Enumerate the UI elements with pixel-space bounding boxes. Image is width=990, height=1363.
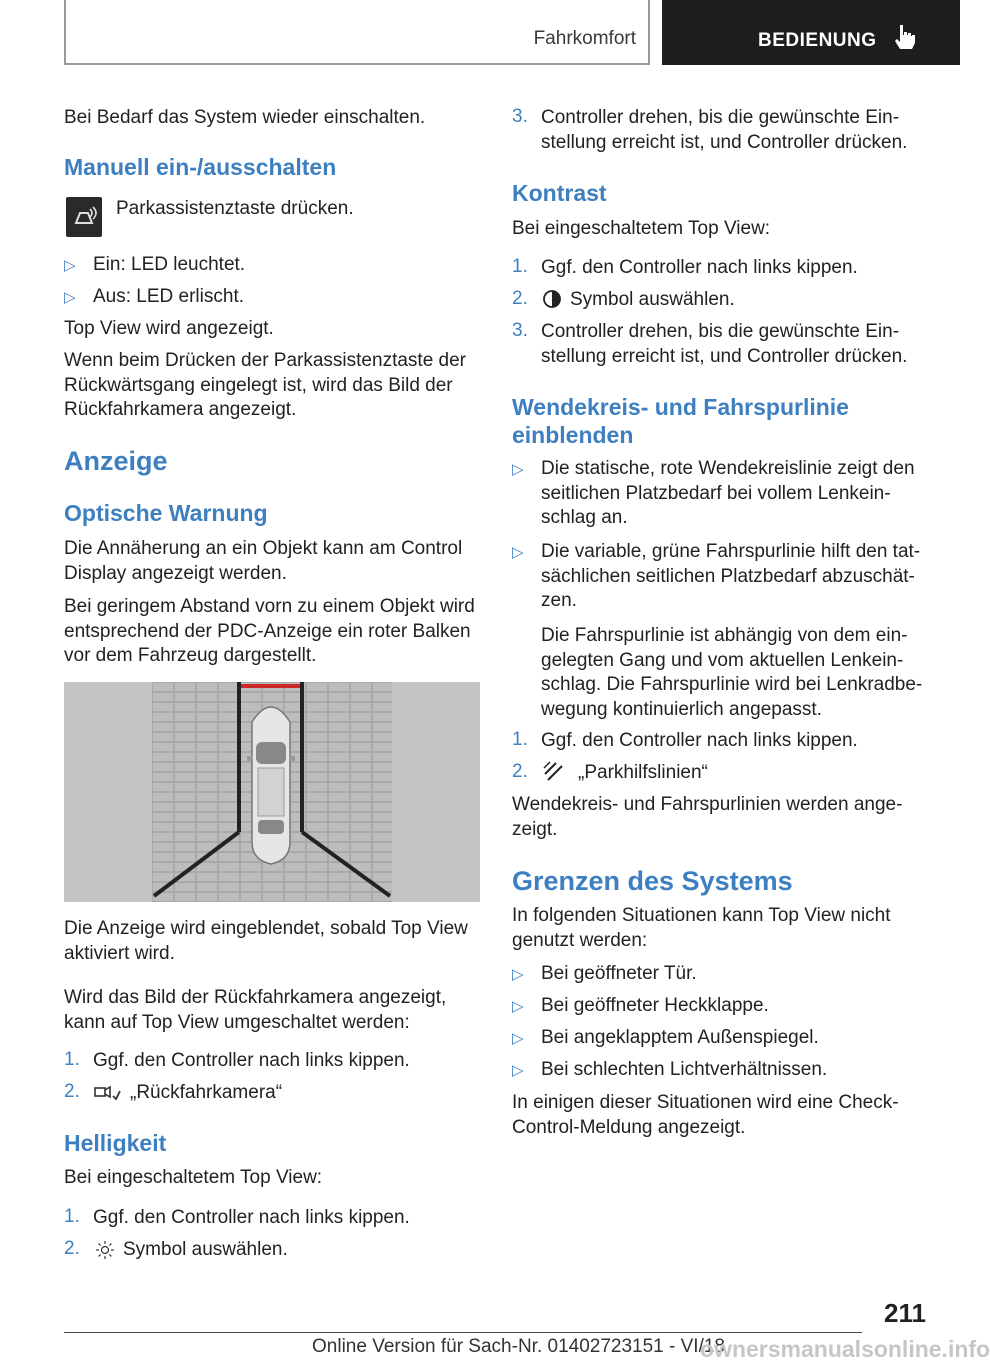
topview-text: Top View wird angezeigt.	[64, 318, 274, 339]
brightness-sun-icon	[95, 1240, 115, 1260]
bullet-triangle-icon: ▷	[512, 1062, 524, 1079]
heading-anzeige: Anzeige	[64, 446, 168, 476]
text-line: Wenn beim Drücken der Parkassistenztaste der	[64, 350, 466, 371]
parking-lines-icon	[542, 760, 564, 782]
heading-manual: Manuell ein-/ausschalten	[64, 154, 337, 180]
contrast-half-circle-icon	[542, 289, 562, 309]
top-view-car-image	[64, 682, 480, 902]
step-number: 1.	[512, 729, 528, 750]
text-line: Die statische, rote Wendekreislinie zeigt den	[541, 458, 915, 479]
text-line: schlag. Die Fahrspurlinie wird bei Lenkradbe-	[541, 674, 923, 695]
bullet-fahrspur	[541, 540, 920, 614]
switch-paragraph	[64, 986, 446, 1035]
step-number: 2.	[64, 1238, 80, 1259]
step-text: „Rückfahrkamera“	[130, 1082, 283, 1103]
bullet-limit: Bei geöffneter Tür.	[541, 963, 697, 984]
text-line: Controller drehen, bis die gewünschte Ein-	[541, 107, 900, 128]
heading-line: Wendekreis- und Fahrspurlinie	[512, 394, 849, 420]
text-line: entsprechend der PDC-Anzeige ein roter Balken	[64, 620, 471, 642]
text-line: Wendekreis- und Fahrspurlinien werden ange-	[512, 794, 903, 815]
text-line: Die Fahrspurlinie ist abhängig von dem ein-	[541, 625, 908, 646]
text-line: stellung erreicht ist, und Controller drücken.	[541, 345, 908, 367]
text-line: Die variable, grüne Fahrspurlinie hilft den tat-	[541, 541, 921, 562]
header-chapter-label: BEDIENUNG	[758, 30, 877, 51]
header-rule	[64, 63, 650, 65]
header-divider	[648, 0, 650, 64]
page-number: 211	[884, 1298, 926, 1328]
bullet-triangle-icon: ▷	[64, 289, 76, 306]
top-view-illustration	[64, 682, 480, 902]
park-assist-button-icon	[66, 197, 102, 237]
bullet-triangle-icon: ▷	[512, 544, 524, 561]
step-number: 1.	[64, 1206, 80, 1227]
footer-online-version: Online Version für Sach-Nr. 01402723151 - VI/18	[312, 1336, 725, 1357]
header-section-title: Fahrkomfort	[533, 28, 636, 49]
press-text: Parkassistenztaste drücken.	[116, 198, 354, 219]
reverse-paragraph	[64, 349, 466, 423]
rear-camera-icon	[93, 1082, 121, 1102]
kontrast-text: Bei eingeschaltetem Top View:	[512, 218, 771, 239]
step-number: 2.	[64, 1081, 80, 1102]
text-line: schlag an.	[541, 507, 628, 528]
text-line: zen.	[541, 590, 577, 611]
heading-kontrast: Kontrast	[512, 180, 607, 206]
bullet-fahrspur-continued	[541, 624, 922, 722]
step-text: Ggf. den Controller nach links kippen.	[541, 730, 858, 751]
text-line: zeigt.	[512, 818, 558, 840]
bullet-limit: Bei angeklapptem Außenspiegel.	[541, 1027, 819, 1048]
bullet-led-off: Aus: LED erlischt.	[93, 286, 244, 307]
text-line: aktiviert wird.	[64, 942, 175, 964]
text-line: Controller drehen, bis die gewünschte Ein-	[541, 321, 900, 342]
text-line: seitlichen Platzbedarf bei vollem Lenkein-	[541, 482, 891, 504]
bullet-triangle-icon: ▷	[512, 966, 524, 983]
text-line: genutzt werden:	[512, 929, 648, 951]
text-line: Die Anzeige wird eingeblendet, sobald Top View	[64, 918, 468, 939]
helligkeit-text: Bei eingeschaltetem Top View:	[64, 1167, 323, 1188]
intro-text: Bei Bedarf das System wieder einschalten.	[64, 107, 426, 128]
bullet-triangle-icon: ▷	[512, 1030, 524, 1047]
text-line: wegung kontinuierlich angepasst.	[541, 698, 822, 720]
bullet-triangle-icon: ▷	[64, 257, 76, 274]
grenzen-paragraph	[512, 904, 891, 953]
text-line: Bei geringem Abstand vorn zu einem Objekt wird	[64, 596, 475, 617]
check-control-paragraph	[512, 1091, 899, 1140]
approach-paragraph	[64, 537, 462, 586]
text-line: kann auf Top View umgeschaltet werden:	[64, 1011, 410, 1033]
distance-paragraph	[64, 595, 475, 669]
heading-grenzen: Grenzen des Systems	[512, 866, 793, 896]
watermark: ownersmanualsonline.info	[700, 1336, 990, 1362]
header-chapter-tab	[662, 0, 960, 65]
shown-paragraph	[64, 917, 468, 966]
text-line: gelegten Gang und vom aktuellen Lenkein-	[541, 649, 904, 671]
pointing-hand-icon	[894, 24, 916, 50]
footer-rule	[64, 1332, 862, 1333]
bullet-led-on: Ein: LED leuchtet.	[93, 254, 246, 275]
heading-helligkeit: Helligkeit	[64, 1130, 167, 1156]
text-line: Die Annäherung an ein Objekt kann am Control	[64, 538, 463, 559]
text-line: Wird das Bild der Rückfahrkamera angezeigt,	[64, 987, 447, 1008]
wende-shown-paragraph	[512, 793, 902, 842]
text-line: Rückfahrkamera angezeigt.	[64, 399, 297, 420]
park-assist-symbol-icon	[66, 197, 102, 237]
text-line: Rückwärtsgang eingelegt ist, wird das Bild der	[64, 374, 453, 396]
text-line: Control-Meldung angezeigt.	[512, 1116, 746, 1138]
text-line: Display angezeigt werden.	[64, 562, 287, 584]
heading-line: einblenden	[512, 422, 634, 448]
header-divider	[64, 0, 66, 64]
step-number: 1.	[512, 256, 528, 277]
text-line: stellung erreicht ist, und Controller drücken.	[541, 131, 908, 153]
heading-wendekreis	[512, 393, 849, 449]
step-number: 2.	[512, 288, 528, 309]
text-line: vor dem Fahrzeug dargestellt.	[64, 645, 317, 666]
step-text-multiline	[541, 106, 907, 155]
bullet-limit: Bei geöffneter Heckklappe.	[541, 995, 769, 1016]
step-text: Symbol auswählen.	[570, 289, 735, 310]
step-number: 2.	[512, 761, 528, 782]
text-line: In einigen dieser Situationen wird eine Check-	[512, 1092, 899, 1113]
bullet-wendekreis	[541, 457, 915, 531]
bullet-triangle-icon: ▷	[512, 998, 524, 1015]
text-line: In folgenden Situationen kann Top View nicht	[512, 905, 891, 926]
step-text: Ggf. den Controller nach links kippen.	[541, 257, 858, 278]
step-text: Symbol auswählen.	[123, 1239, 288, 1260]
step-number: 3.	[512, 106, 528, 127]
text-line: sächlichen seitlichen Platzbedarf abzuschät-	[541, 565, 915, 587]
bullet-triangle-icon: ▷	[512, 461, 524, 478]
step-number: 3.	[512, 320, 528, 341]
bullet-limit: Bei schlechten Lichtverhältnissen.	[541, 1059, 828, 1080]
step-text: „Parkhilfslinien“	[578, 762, 708, 783]
step-text: Ggf. den Controller nach links kippen.	[93, 1050, 410, 1071]
step-text-multiline	[541, 320, 907, 369]
step-text: Ggf. den Controller nach links kippen.	[93, 1207, 410, 1228]
heading-optische-warnung: Optische Warnung	[64, 500, 268, 526]
step-number: 1.	[64, 1049, 80, 1070]
